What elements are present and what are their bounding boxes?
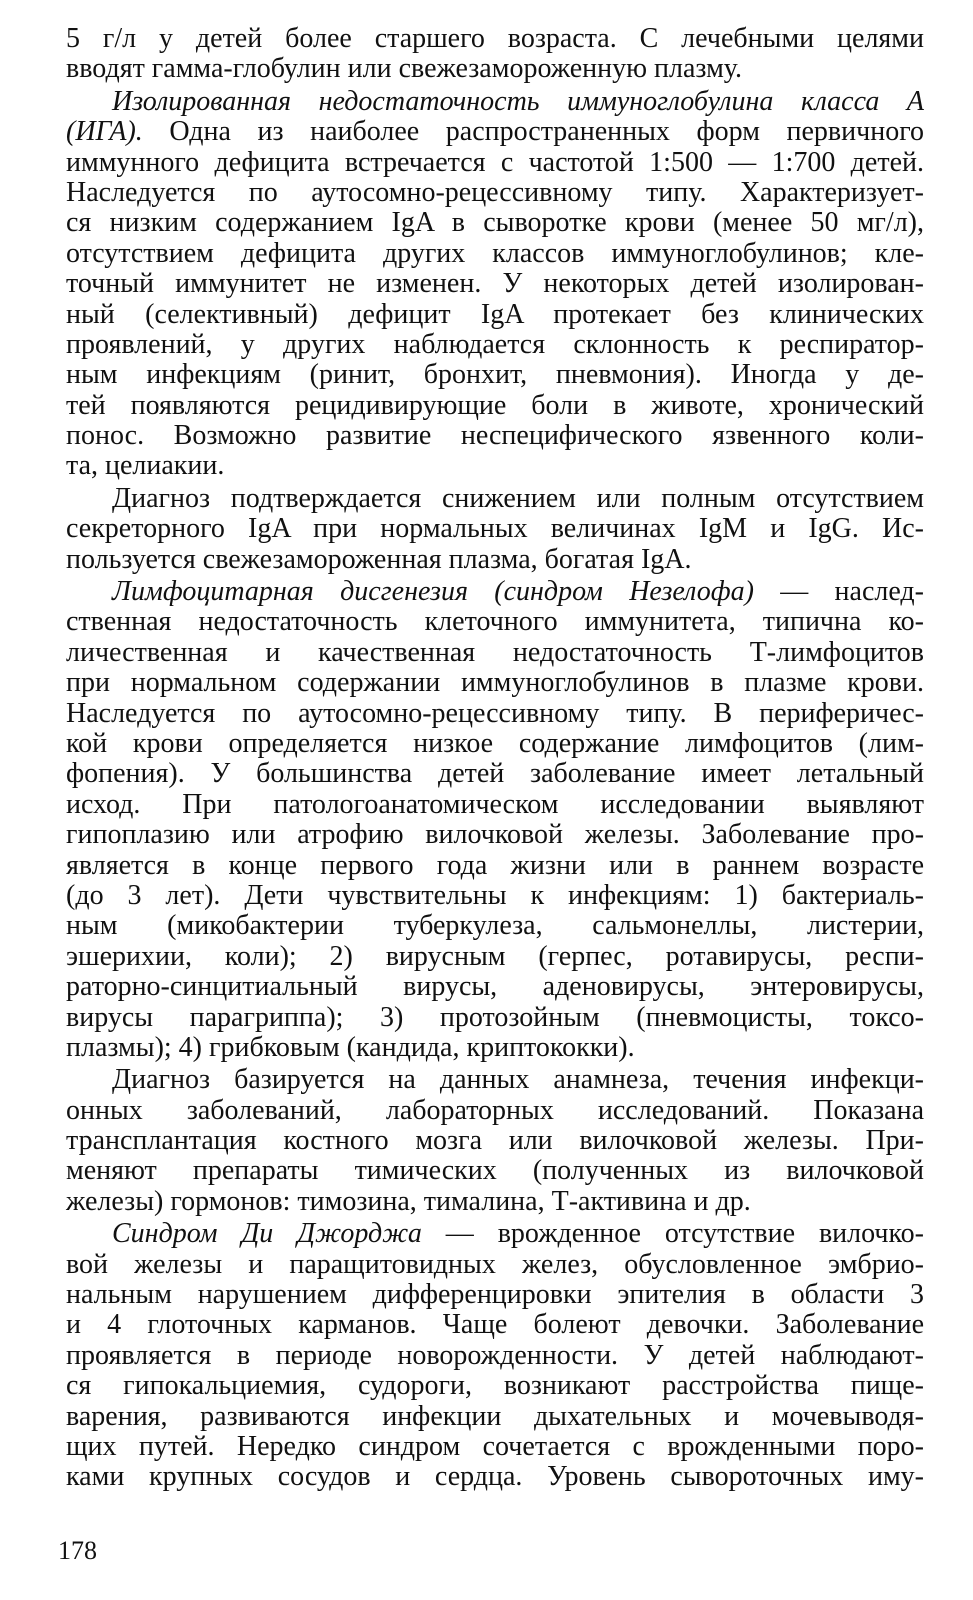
text-line: гипоплазию или атрофию вилочковой железы. Заболевание про-	[66, 819, 924, 851]
text-line: тей появляются рецидивирующие боли в животе, хронический	[66, 389, 924, 421]
text-line: трансплантация костного мозга или вилочковой железы. При-	[66, 1125, 924, 1157]
text-line: ным инфекциям (ринит, бронхит, пневмония). Иногда у де-	[66, 359, 924, 391]
paragraph	[66, 24, 924, 85]
text-line: точный иммунитет не изменен. У некоторых детей изолирован-	[66, 268, 924, 300]
paragraph	[66, 484, 924, 575]
text-line: щих путей. Нередко синдром сочетается с врожденными поро-	[66, 1430, 924, 1462]
italic-heading: Синдром Ди Джорджа	[112, 1218, 422, 1250]
page-body	[66, 24, 924, 1493]
text-line: вирусы парагриппа); 3) протозойным (пневмоцисты, токсо-	[66, 1001, 924, 1033]
text-line: понос. Возможно развитие неспецифического язвенного коли-	[66, 420, 924, 452]
text-line: плазмы); 4) грибковым (кандида, криптококки).	[66, 1031, 635, 1063]
text-line: Диагноз базируется на данных анамнеза, течения инфекци-	[112, 1064, 924, 1096]
text-line: ственная недостаточность клеточного иммунитета, типична ко-	[66, 606, 924, 638]
text-line: иммунного дефицита встречается с частотой 1:500 — 1:700 детей.	[66, 146, 924, 178]
text-line: вводят гамма-глобулин или свежезамороженную плазму.	[66, 53, 743, 85]
text-line: ный (селективный) дефицит IgA протекает без клинических	[66, 298, 924, 330]
paragraph	[66, 1065, 924, 1217]
text-line: проявлений, у других наблюдается склонность к респиратор-	[66, 328, 924, 360]
text-line: проявляется в периоде новорожденности. У детей наблюдают-	[66, 1339, 924, 1371]
text-line: ным (микобактерии туберкулеза, сальмонеллы, листерии,	[66, 910, 924, 942]
text-line: секреторного IgA при нормальных величинах IgM и IgG. Ис-	[66, 513, 924, 545]
text-line: Наследуется по аутосомно-рецессивному типу. В периферичес-	[66, 697, 924, 729]
heading-continuation: — врожденное отсутствие вилочко-	[421, 1218, 925, 1250]
text-column	[66, 24, 924, 1493]
paragraph	[66, 87, 924, 482]
text-line: та, целиакии.	[66, 450, 225, 482]
italic-heading: Лимфоцитарная дисгенезия (синдром Незелофа)	[112, 576, 754, 608]
text-line: меняют препараты тимических (полученных из вилочковой	[66, 1155, 924, 1187]
italic-heading-line: Изолированная недостаточность иммуноглобулина класса А	[112, 85, 924, 117]
italic-heading-tail: (ИГА).	[66, 116, 143, 148]
heading-continuation: — наслед-	[753, 576, 924, 608]
text-line: пользуется свежезамороженная плазма, богатая IgA.	[66, 543, 692, 575]
text-line: ками крупных сосудов и сердца. Уровень сывороточных иму-	[66, 1461, 924, 1493]
text-line: раторно-синцитиальный вирусы, аденовирусы, энтеровирусы,	[66, 971, 924, 1003]
paragraph	[66, 577, 924, 1063]
text-line: исход. При патологоанатомическом исследовании выявляют	[66, 788, 924, 820]
text-line: при нормальном содержании иммуноглобулинов в плазме крови.	[66, 667, 924, 699]
text-line: онных заболеваний, лабораторных исследований. Показана	[66, 1094, 924, 1126]
text-line: эшерихии, коли); 2) вирусным (герпес, ротавирусы, респи-	[66, 940, 924, 972]
text-line: 5 г/л у детей более старшего возраста. С лечебными целями	[66, 23, 924, 54]
text-line	[66, 117, 924, 147]
text-line: является в конце первого года жизни или в раннем возрасте	[66, 849, 924, 881]
text-line: вой железы и паращитовидных желез, обусловленное эмбрио-	[66, 1248, 924, 1280]
text-line: Наследуется по аутосомно-рецессивному типу. Характеризует-	[66, 176, 924, 208]
text-line: фопения). У большинства детей заболевание имеет летальный	[66, 758, 924, 790]
text-line: кой крови определяется низкое содержание лимфоцитов (лим-	[66, 727, 924, 759]
text-line	[66, 577, 924, 607]
text-line: ся низким содержанием IgA в сыворотке крови (менее 50 мг/л),	[66, 207, 924, 239]
text-line-rest: Одна из наиболее распространенных форм первичного	[142, 116, 924, 148]
text-line: Диагноз подтверждается снижением или полным отсутствием	[112, 482, 924, 514]
text-line: нальным нарушением дифференцировки эпителия в области 3	[66, 1279, 924, 1311]
text-line: варения, развиваются инфекции дыхательных и мочевыводя-	[66, 1400, 924, 1432]
text-line: (до 3 лет). Дети чувствительны к инфекциям: 1) бактериаль-	[66, 879, 924, 911]
text-line: отсутствием дефицита других классов иммуноглобулинов; кле-	[66, 237, 924, 269]
text-line	[66, 1219, 924, 1249]
paragraph	[66, 1219, 924, 1493]
text-line: личественная и качественная недостаточность Т-лимфоцитов	[66, 636, 924, 668]
text-line: и 4 глоточных карманов. Чаще болеют девочки. Заболевание	[66, 1309, 924, 1341]
text-line: железы) гормонов: тимозина, тималина, Т-активина и др.	[66, 1185, 751, 1217]
page-number: 178	[58, 1536, 97, 1565]
text-line: ся гипокальциемия, судороги, возникают расстройства пище-	[66, 1370, 924, 1402]
